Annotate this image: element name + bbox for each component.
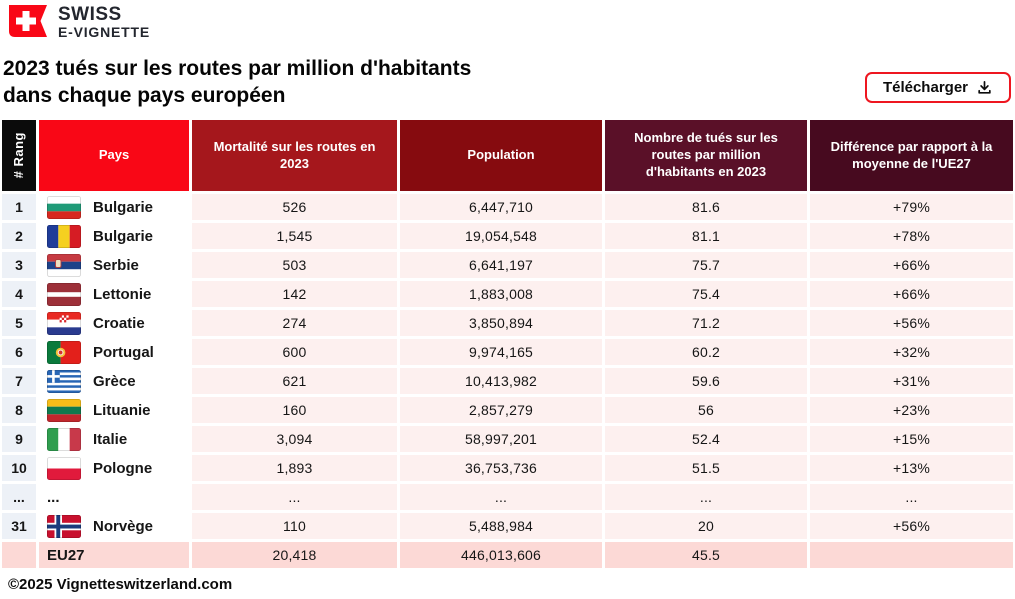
romania-flag-icon [47, 225, 81, 248]
download-button-label: Télécharger [882, 79, 968, 96]
difference-cell: +13% [810, 455, 1013, 481]
deaths-cell: 600 [192, 339, 397, 365]
per-million-cell: 51.5 [605, 455, 807, 481]
page-title-line1: 2023 tués sur les routes par million d'habitants [3, 57, 472, 80]
country-cell [39, 426, 189, 452]
rank-cell: 8 [2, 397, 36, 423]
country-name: Croatie [93, 314, 145, 332]
country-name: Bulgarie [93, 227, 154, 245]
country-name: Pologne [93, 459, 153, 477]
country-cell [39, 281, 189, 307]
country-cell [39, 252, 189, 278]
difference-cell: +66% [810, 252, 1013, 278]
per-million-cell: 56 [605, 397, 807, 423]
country-name: Portugal [93, 343, 154, 361]
population-cell: 3,850,894 [400, 310, 602, 336]
rank-cell: 1 [2, 194, 36, 220]
country-cell [39, 310, 189, 336]
column-header-label: Population [467, 147, 535, 163]
rank-cell: 6 [2, 339, 36, 365]
deaths-cell: 160 [192, 397, 397, 423]
column-header-label: Pays [98, 147, 130, 163]
difference-cell: ... [810, 484, 1013, 510]
population-cell: 6,641,197 [400, 252, 602, 278]
country-name: Serbie [93, 256, 139, 274]
deaths-cell: 526 [192, 194, 397, 220]
population-cell: 10,413,982 [400, 368, 602, 394]
rank-cell: 7 [2, 368, 36, 394]
footer-copyright: ©2025 Vignetteswitzerland.com [8, 576, 233, 593]
per-million-cell: 60.2 [605, 339, 807, 365]
column-header-population [400, 120, 602, 191]
rank-cell: 9 [2, 426, 36, 452]
country-cell [39, 339, 189, 365]
country-name: Grèce [93, 372, 136, 390]
download-button[interactable] [865, 72, 1011, 103]
deaths-cell: 110 [192, 513, 397, 539]
country-cell [39, 194, 189, 220]
country-name: Italie [93, 430, 128, 448]
country-name: EU27 [47, 546, 85, 564]
population-cell: 58,997,201 [400, 426, 602, 452]
per-million-cell: 71.2 [605, 310, 807, 336]
population-cell: 19,054,548 [400, 223, 602, 249]
country-cell [39, 223, 189, 249]
download-icon [976, 79, 993, 96]
column-header-rank [2, 120, 36, 191]
per-million-cell: 45.5 [605, 542, 807, 568]
deaths-cell: ... [192, 484, 397, 510]
column-header-tues-par-million [605, 120, 807, 191]
serbia-flag-icon [47, 254, 81, 277]
difference-cell: +56% [810, 310, 1013, 336]
column-header-label: Nombre de tués sur les routes par million d'habitants en 2023 [634, 130, 778, 179]
country-cell [39, 484, 189, 510]
rank-cell: ... [2, 484, 36, 510]
deaths-cell: 1,545 [192, 223, 397, 249]
rank-cell: 3 [2, 252, 36, 278]
per-million-cell: 52.4 [605, 426, 807, 452]
population-cell: 5,488,984 [400, 513, 602, 539]
per-million-cell: 81.1 [605, 223, 807, 249]
difference-cell: +78% [810, 223, 1013, 249]
difference-cell: +31% [810, 368, 1013, 394]
deaths-cell: 621 [192, 368, 397, 394]
difference-cell: +15% [810, 426, 1013, 452]
deaths-cell: 503 [192, 252, 397, 278]
portugal-flag-icon [47, 341, 81, 364]
croatia-flag-icon [47, 312, 81, 335]
per-million-cell: 59.6 [605, 368, 807, 394]
deaths-cell: 20,418 [192, 542, 397, 568]
population-cell: 36,753,736 [400, 455, 602, 481]
country-cell [39, 455, 189, 481]
poland-flag-icon [47, 457, 81, 480]
column-header-label: Différence par rapport à la moyenne de l'UE27 [830, 138, 993, 171]
norway-flag-icon [47, 515, 81, 538]
country-name: Norvège [93, 517, 154, 535]
greece-flag-icon [47, 370, 81, 393]
column-header-difference [810, 120, 1013, 191]
rank-cell: 4 [2, 281, 36, 307]
per-million-cell: 75.4 [605, 281, 807, 307]
country-name: Lettonie [93, 285, 152, 303]
country-cell [39, 397, 189, 423]
deaths-cell: 142 [192, 281, 397, 307]
country-cell [39, 542, 189, 568]
site-logo [8, 4, 150, 40]
rank-cell: 5 [2, 310, 36, 336]
deaths-cell: 1,893 [192, 455, 397, 481]
logo-line2: E-VIGNETTE [58, 23, 151, 40]
logo-line1: SWISS [58, 3, 122, 25]
rank-cell: 2 [2, 223, 36, 249]
country-cell [39, 513, 189, 539]
difference-cell: +66% [810, 281, 1013, 307]
per-million-cell: 20 [605, 513, 807, 539]
population-cell: 6,447,710 [400, 194, 602, 220]
country-cell [39, 368, 189, 394]
lithuania-flag-icon [47, 399, 81, 422]
column-header-pays [39, 120, 189, 191]
rank-cell [2, 542, 36, 568]
difference-cell [810, 542, 1013, 568]
per-million-cell: 75.7 [605, 252, 807, 278]
difference-cell: +23% [810, 397, 1013, 423]
country-name: ... [47, 488, 60, 506]
page-title-line2: dans chaque pays européen [3, 84, 286, 107]
per-million-cell: 81.6 [605, 194, 807, 220]
page-title [3, 55, 471, 109]
deaths-cell: 3,094 [192, 426, 397, 452]
logo-text [58, 5, 150, 40]
swiss-flag-banner-icon [8, 4, 48, 40]
population-cell: ... [400, 484, 602, 510]
column-header-label: Mortalité sur les routes en 2023 [213, 138, 376, 171]
country-name: Lituanie [93, 401, 151, 419]
population-cell: 1,883,008 [400, 281, 602, 307]
country-name: Bulgarie [93, 198, 154, 216]
difference-cell: +32% [810, 339, 1013, 365]
column-header-mortalite [192, 120, 397, 191]
rank-cell: 31 [2, 513, 36, 539]
population-cell: 2,857,279 [400, 397, 602, 423]
column-header-label: # Rang [10, 132, 26, 179]
per-million-cell: ... [605, 484, 807, 510]
rank-cell: 10 [2, 455, 36, 481]
italy-flag-icon [47, 428, 81, 451]
bulgaria-flag-icon [47, 196, 81, 219]
population-cell: 446,013,606 [400, 542, 602, 568]
difference-cell: +56% [810, 513, 1013, 539]
mortality-table [2, 120, 1013, 568]
population-cell: 9,974,165 [400, 339, 602, 365]
deaths-cell: 274 [192, 310, 397, 336]
latvia-flag-icon [47, 283, 81, 306]
difference-cell: +79% [810, 194, 1013, 220]
